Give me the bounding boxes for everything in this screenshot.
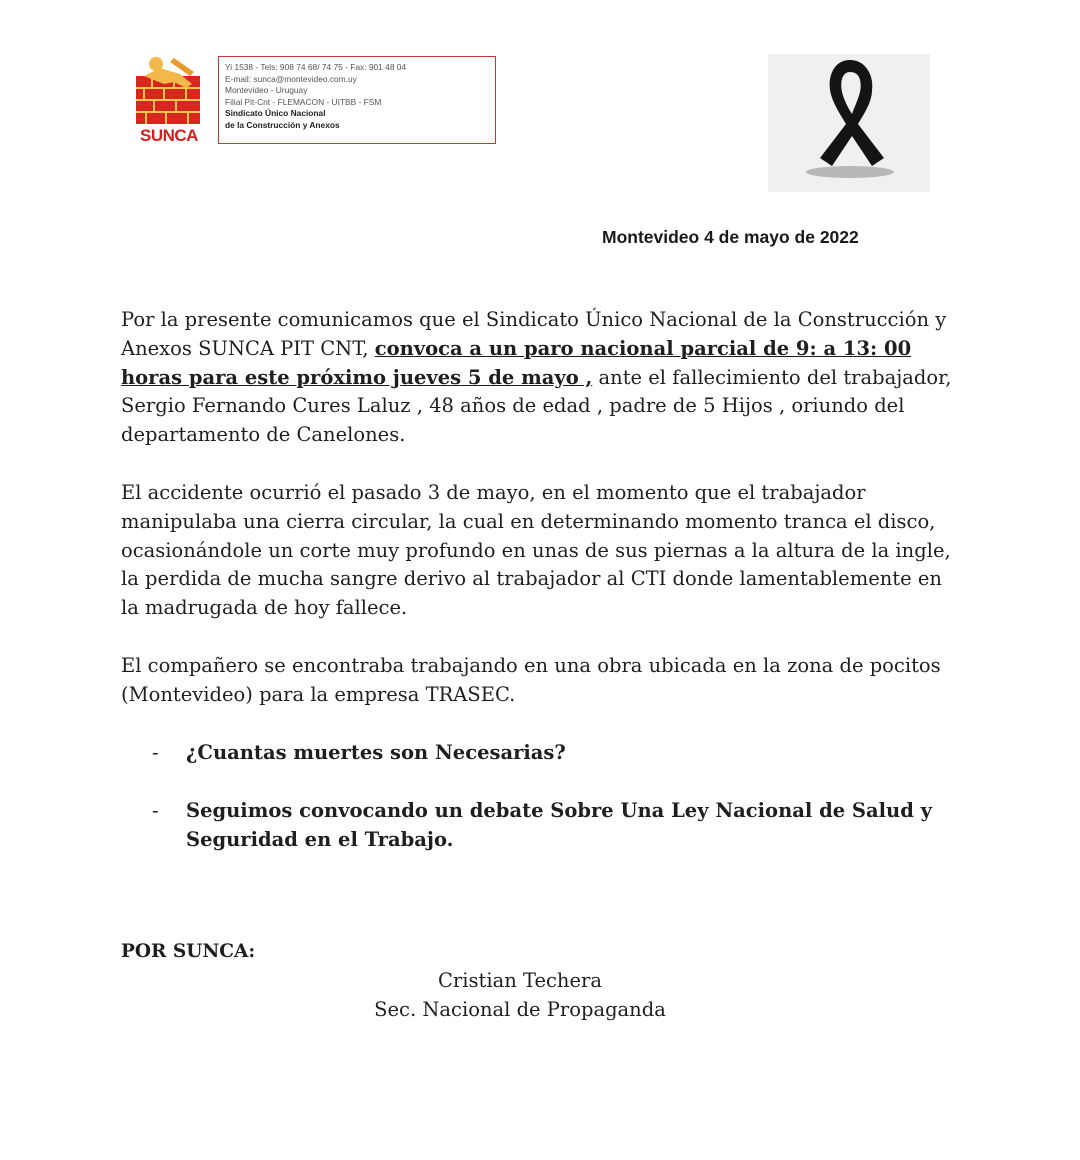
paragraph-accident: El accidente ocurrió el pasado 3 de mayo, en el momento que el trabajador manipulaba una cierra circular, la cual en determinando momento tranca el disco, ocasionándole un corte muy profundo en unas de sus piernas a la altura de la ingle, la perdida de mucha sangre derivo al trabajador al CTI donde lamentablemente en la madrugada de hoy fallece. [121, 481, 951, 620]
logo-text: SUNCA [140, 126, 198, 145]
contact-info-box [218, 56, 496, 144]
bullet-marker: - [152, 799, 159, 822]
bullet-item [152, 797, 952, 855]
brick-wall-worker-icon [134, 54, 204, 126]
black-ribbon-icon [768, 54, 930, 192]
paragraph-text: Por la presente comunicamos que el Sindicato Único Nacional de la Construcción y Anexos SUNCA PIT CNT, [121, 308, 947, 360]
sunca-logo [134, 54, 204, 150]
bullet-item [152, 739, 952, 768]
bullet-text: ¿Cuantas muertes son Necesarias? [186, 741, 566, 764]
org-name-line: de la Construcción y Anexos [225, 119, 340, 130]
org-name-line: Sindicato Único Nacional [225, 108, 326, 119]
paragraph-location: El compañero se encontraba trabajando en una obra ubicada en la zona de pocitos (Montevideo) para la empresa TRASEC. [121, 654, 941, 706]
contact-line: E-mail: sunca@montevideo.com.uy [225, 73, 357, 84]
signature-heading: POR SUNCA: [121, 941, 256, 962]
signer-name: Cristian Techera [438, 969, 602, 992]
paragraph-announcement [121, 306, 961, 450]
contact-line: Filial Pit-Cnt - FLEMACON - UITBB - FSM [225, 96, 382, 107]
strike-call-text: convoca a un paro nacional parcial de 9: a 13: 00 horas para este próximo jueves 5 de mayo , [121, 336, 912, 389]
contact-line: Yi 1538 - Tels: 908 74 68/ 74 75 - Fax: 901 48 04 [225, 62, 407, 72]
document-date: Montevideo 4 de mayo de 2022 [602, 227, 859, 247]
signer-title: Sec. Nacional de Propaganda [374, 998, 666, 1021]
bullet-marker: - [152, 741, 159, 764]
bullet-text: Seguimos convocando un debate Sobre Una Ley Nacional de Salud y Seguridad en el Trabajo. [186, 799, 932, 851]
paragraph-text: ante el fallecimiento del trabajador, Sergio Fernando Cures Laluz , 48 años de edad , padre de 5 Hijos , oriundo del departamento de Canelones. [121, 365, 952, 447]
mourning-ribbon-image [768, 54, 930, 192]
contact-line: Montevideo - Uruguay [225, 85, 308, 96]
